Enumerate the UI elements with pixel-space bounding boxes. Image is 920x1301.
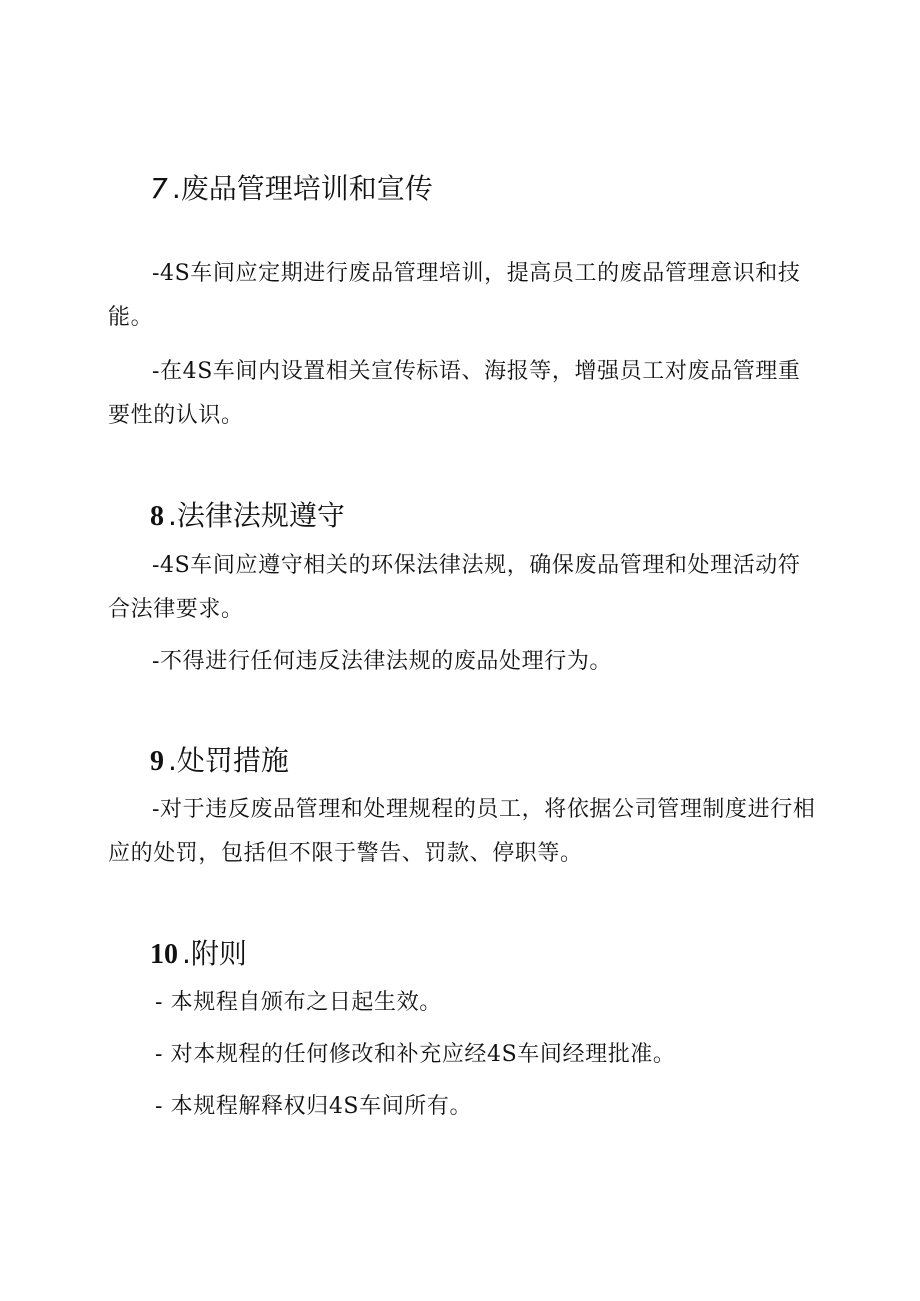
section-title: .处罚措施 — [168, 744, 289, 777]
section-9-heading — [150, 744, 289, 779]
paragraph: -4S车间应遵守相关的环保法律法规，确保废品管理和处理活动符合法律要求。 — [108, 553, 801, 622]
section-8-heading — [150, 499, 345, 534]
section-10-heading — [150, 937, 247, 972]
section-title: .法律法规遵守 — [168, 499, 345, 532]
list-item: - 对本规程的任何修改和补充应经4S车间经理批准。 — [155, 1042, 676, 1067]
section-number: 9 — [150, 746, 164, 777]
paragraph: -对于违反废品管理和处理规程的员工，将依据公司管理制度进行相应的处罚，包括但不限于警告、罚款、停职等。 — [108, 797, 816, 866]
section-number: 8 — [150, 501, 164, 532]
list-item: - 本规程自颁布之日起生效。 — [155, 990, 442, 1015]
paragraph: -4S车间应定期进行废品管理培训，提高员工的废品管理意识和技能。 — [108, 261, 801, 330]
section-number: 10 — [150, 939, 178, 970]
paragraph: -在4S车间内设置相关宣传标语、海报等，增强员工对废品管理重要性的认识。 — [108, 359, 801, 428]
section-title: .附则 — [182, 937, 247, 970]
section-7-heading — [150, 172, 433, 206]
list-item: - 本规程解释权归4S车间所有。 — [155, 1094, 473, 1119]
section-title: .废品管理培训和宣传 — [171, 172, 433, 205]
section-number: 7 — [150, 172, 168, 205]
paragraph: -不得进行任何违反法律法规的废品处理行为。 — [152, 649, 613, 674]
